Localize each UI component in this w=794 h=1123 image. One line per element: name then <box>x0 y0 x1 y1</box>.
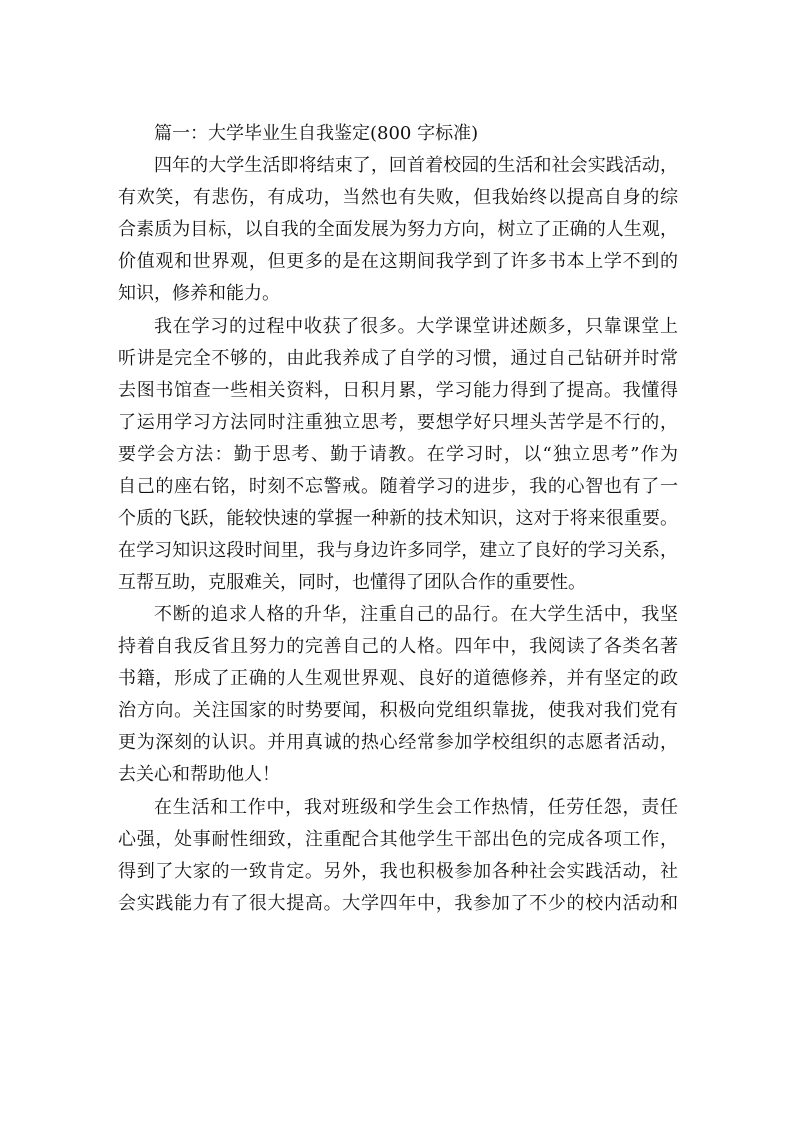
paragraph-2-line-5: 要学会方法：勤于思考、勤于请教。在学习时，以“独立思考”作为 <box>118 444 678 465</box>
paragraph-3-line-6: 去关心和帮助他人！ <box>118 764 280 785</box>
document-title: 篇一：大学毕业生自我鉴定(800 字标准) <box>154 123 479 144</box>
paragraph-2-line-9: 互帮互助，克服难关，同时，也懂得了团队合作的重要性。 <box>118 572 586 593</box>
paragraph-1-line-2: 有欢笑，有悲伤，有成功，当然也有失败，但我始终以提高自身的综 <box>118 187 678 208</box>
paragraph-4-line-4: 会实践能力有了很大提高。大学四年中，我参加了不少的校内活动和 <box>118 893 678 914</box>
paragraph-2-line-4: 了运用学习方法同时注重独立思考，要想学好只埋头苦学是不行的， <box>118 412 678 433</box>
paragraph-2-line-3: 去图书馆查一些相关资料，日积月累，学习能力得到了提高。我懂得 <box>118 380 678 401</box>
paragraph-3-line-1: 不断的追求人格的升华，注重自己的品行。在大学生活中，我坚 <box>154 604 678 625</box>
paragraph-1-line-5: 知识，修养和能力。 <box>118 283 280 304</box>
paragraph-1-line-4: 价值观和世界观，但更多的是在这期间我学到了许多书本上学不到的 <box>118 251 678 272</box>
paragraph-3-line-4: 治方向。关注国家的时势要闻，积极向党组织靠拢，使我对我们党有 <box>118 700 678 721</box>
paragraph-3-line-5: 更为深刻的认识。并用真诚的热心经常参加学校组织的志愿者活动， <box>118 732 678 753</box>
paragraph-4-line-3: 得到了大家的一致肯定。另外，我也积极参加各种社会实践活动，社 <box>118 861 678 882</box>
paragraph-2-line-2: 听讲是完全不够的，由此我养成了自学的习惯，通过自己钻研并时常 <box>118 348 678 369</box>
paragraph-1-line-1: 四年的大学生活即将结束了，回首着校园的生活和社会实践活动， <box>154 155 678 176</box>
paragraph-3-line-2: 持着自我反省且努力的完善自己的人格。四年中，我阅读了各类名著 <box>118 636 678 657</box>
paragraph-2-line-1: 我在学习的过程中收获了很多。大学课堂讲述颇多，只靠课堂上 <box>154 316 678 337</box>
paragraph-2-line-8: 在学习知识这段时间里，我与身边许多同学，建立了良好的学习关系， <box>118 540 678 561</box>
paragraph-2-line-7: 个质的飞跃，能较快速的掌握一种新的技术知识，这对于将来很重要。 <box>118 508 678 529</box>
paragraph-3-line-3: 书籍，形成了正确的人生观世界观、良好的道德修养，并有坚定的政 <box>118 668 678 689</box>
paragraph-4-line-1: 在生活和工作中，我对班级和学生会工作热情，任劳任怨，责任 <box>154 797 678 818</box>
paragraph-1-line-3: 合素质为目标，以自我的全面发展为努力方向，树立了正确的人生观， <box>118 219 678 240</box>
paragraph-2-line-6: 自己的座右铭，时刻不忘警戒。随着学习的进步，我的心智也有了一 <box>118 476 678 497</box>
paragraph-4-line-2: 心强，处事耐性细致，注重配合其他学生干部出色的完成各项工作， <box>118 829 678 850</box>
